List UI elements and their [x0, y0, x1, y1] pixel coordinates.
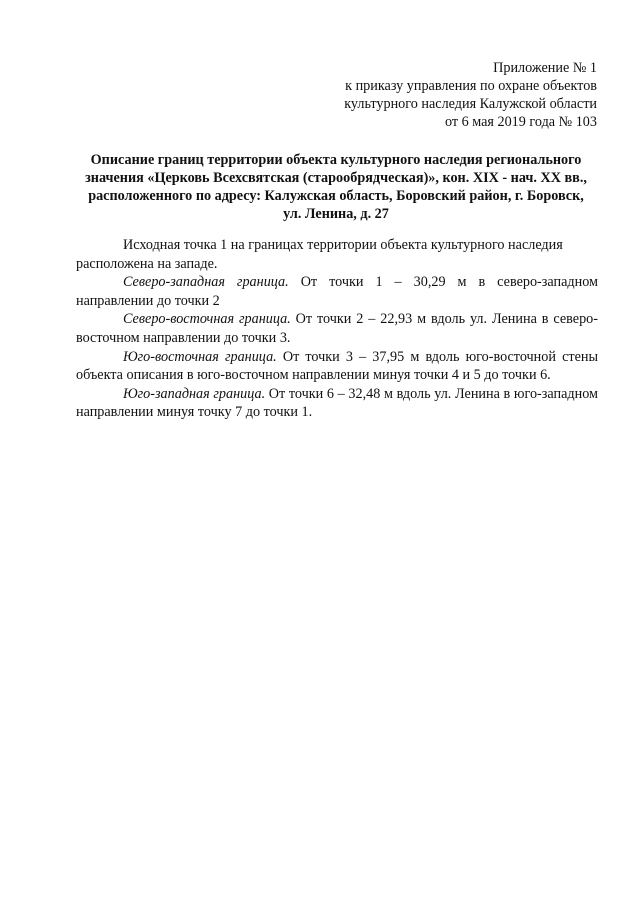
border-label: Юго-западная граница. [123, 385, 266, 402]
border-label: Юго-восточная граница. [123, 348, 277, 365]
paragraph-northwest-border [76, 273, 598, 310]
paragraph-southeast-border [76, 348, 598, 385]
text-line [76, 273, 598, 292]
order-reference: к приказу управления по охране объектов [345, 78, 597, 94]
text-line: Исходная точка 1 на границах территории объекта культурного наследия [123, 237, 563, 253]
text-line: объекта описания в юго-восточном направлении минуя точки 4 и 5 до точки 6. [76, 367, 551, 384]
text-span: От точки 1 – 30,29 м в северо-западном [288, 274, 598, 291]
text-span: От точки 6 – 32,48 м вдоль ул. Ленина в юго-западном [265, 385, 598, 402]
text-line [76, 385, 598, 404]
title-line: ул. Ленина, д. 27 [283, 206, 389, 222]
paragraph-northeast-border [76, 310, 598, 347]
text-line: расположена на западе. [76, 255, 218, 272]
paragraph-start-point [76, 236, 598, 273]
text-span: От точки 2 – 22,93 м вдоль ул. Ленина в северо- [290, 311, 598, 328]
appendix-number: Приложение № 1 [493, 60, 597, 76]
border-label: Северо-восточная граница. [123, 311, 291, 328]
border-label: Северо-западная граница. [123, 274, 289, 291]
appendix-header [344, 59, 597, 131]
text-line: направлении минуя точку 7 до точки 1. [76, 404, 313, 421]
text-line: восточном направлении до точки 3. [76, 329, 291, 346]
title-line: значения «Церковь Всехсвятская (старообрядческая)», кон. XIX - нач. XX вв., [85, 170, 587, 186]
document-body [76, 236, 598, 422]
order-date: от 6 мая 2019 года № 103 [444, 114, 597, 130]
title-line: Описание границ территории объекта культурного наследия регионального [90, 152, 582, 168]
text-line [76, 348, 598, 367]
order-authority: культурного наследия Калужской области [344, 96, 597, 112]
text-line [76, 310, 598, 329]
title-line: расположенного по адресу: Калужская область, Боровский район, г. Боровск, [88, 188, 584, 204]
text-line: направлении до точки 2 [76, 292, 220, 309]
paragraph-southwest-border [76, 385, 598, 422]
document-title [70, 151, 602, 223]
text-span: От точки 3 – 37,95 м вдоль юго-восточной стены [276, 348, 599, 365]
